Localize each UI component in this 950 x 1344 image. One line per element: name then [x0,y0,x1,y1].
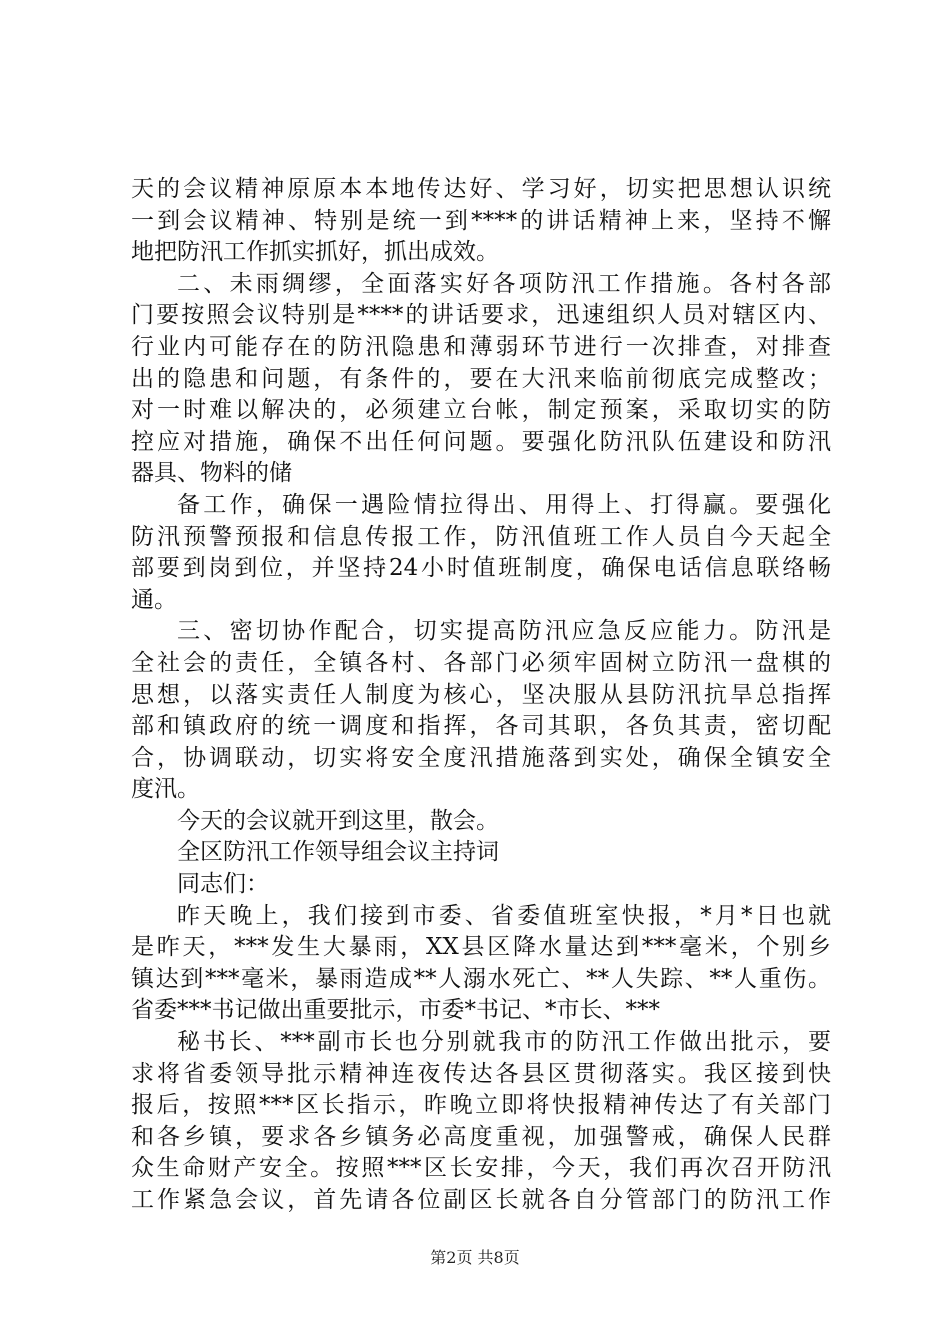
text-line: 众生命财产安全。按照***区长安排，今天，我们再次召开防汛 [131,1155,831,1182]
text-line: 合，协调联动，切实将安全度汛措施落到实处，确保全镇安全 [131,744,831,771]
text-line: 省委***书记做出重要批示，市委*书记、*市长、*** [131,997,660,1024]
text-line: 全社会的责任，全镇各村、各部门必须牢固树立防汛一盘棋的 [131,649,831,676]
text-line: 器具、物料的储 [131,460,292,487]
text-line: 一到会议精神、特别是统一到****的讲话精神上来，坚持不懈 [131,207,831,234]
page-number-label: 第2页 共8页 [430,1248,520,1267]
text-line: 部要到岗到位，并坚持24小时值班制度，确保电话信息联络畅 [131,555,831,582]
text-line: 报后，按照***区长指示，昨晚立即将快报精神传达了有关部门 [131,1092,831,1119]
text-line: 镇达到***毫米，暴雨造成**人溺水死亡、**人失踪、**人重伤。 [131,965,831,992]
text-line: 工作紧急会议，首先请各位副区长就各自分管部门的防汛工作 [131,1187,831,1213]
text-line: 备工作，确保一遇险情拉得出、用得上、打得赢。要强化 [177,491,831,518]
text-line: 今天的会议就开到这里，散会。 [177,807,499,834]
text-line: 地把防汛工作抓实抓好，抓出成效。 [131,239,499,266]
text-line: 通。 [131,586,177,613]
text-line: 对一时难以解决的，必须建立台帐，制定预案，采取切实的防 [131,397,831,424]
text-line: 控应对措施，确保不出任何问题。要强化防汛队伍建设和防汛 [131,428,831,455]
text-line: 度汛。 [131,776,200,803]
text-line: 全区防汛工作领导组会议主持词 [177,839,499,866]
text-line: 出的隐患和问题，有条件的，要在大汛来临前彻底完成整改； [131,365,831,392]
text-line: 秘书长、***副市长也分别就我市的防汛工作做出批示，要 [177,1029,831,1056]
text-line: 行业内可能存在的防汛隐患和薄弱环节进行一次排查，对排查 [131,333,831,360]
text-line: 昨天晚上，我们接到市委、省委值班室快报，*月*日也就 [177,902,831,929]
text-line: 防汛预警预报和信息传报工作，防汛值班工作人员自今天起全 [131,523,831,550]
text-line: 部和镇政府的统一调度和指挥，各司其职，各负其责，密切配 [131,713,831,740]
text-line: 求将省委领导批示精神连夜传达各县区贯彻落实。我区接到快 [131,1060,831,1087]
text-line: 门要按照会议特别是****的讲话要求，迅速组织人员对辖区内、 [131,302,831,329]
document-body [131,174,831,1217]
text-line: 同志们： [177,871,269,898]
text-line: 是昨天，***发生大暴雨，XX县区降水量达到***毫米，个别乡 [131,934,831,961]
text-line: 思想，以落实责任人制度为核心，坚决服从县防汛抗旱总指挥 [131,681,831,708]
page-footer [0,1245,950,1268]
text-line: 三、密切协作配合，切实提高防汛应急反应能力。防汛是 [177,618,831,645]
text-line: 二、未雨绸缪，全面落实好各项防汛工作措施。各村各部 [177,270,831,297]
text-line: 天的会议精神原原本本地传达好、学习好，切实把思想认识统 [131,176,831,202]
text-line: 和各乡镇，要求各乡镇务必高度重视，加强警戒，确保人民群 [131,1123,831,1150]
